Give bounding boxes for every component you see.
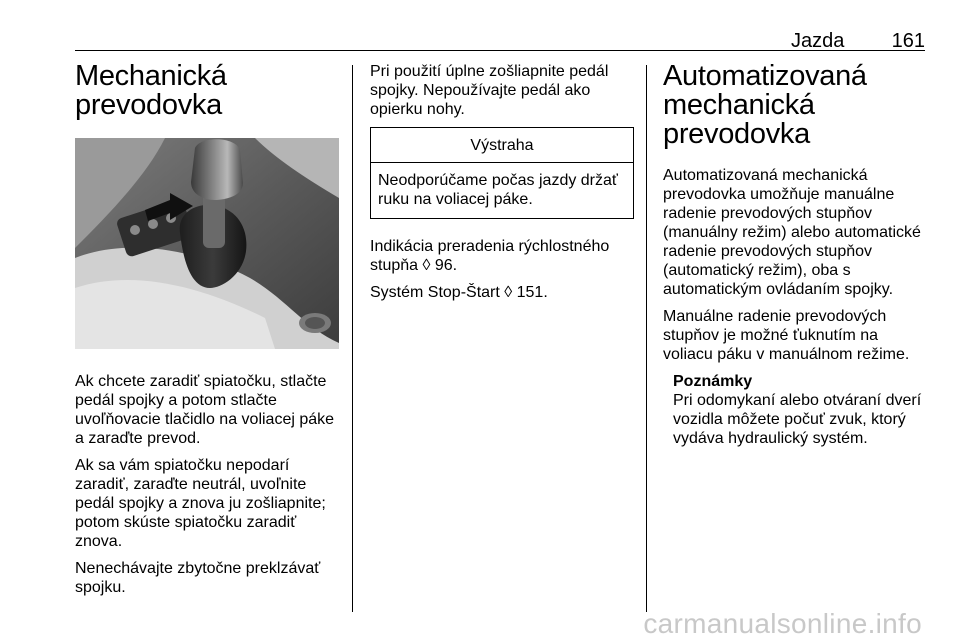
paragraph-reverse-gear: Ak chcete zaradiť spiatočku, stlačte pedál spojky a potom stlačte uvoľňovacie tlačidlo na voliacej páke a zaraďte prevod. xyxy=(75,373,335,447)
paragraph-manual-shifting: Manuálne radenie prevodových stupňov je možné ťuknutím na voliacu páku v manuálnom režime. xyxy=(663,308,910,363)
page-header xyxy=(75,0,925,52)
page-number: 161 xyxy=(891,30,925,52)
header-rule xyxy=(75,50,925,51)
warning-title: Výstraha xyxy=(371,128,633,163)
paragraph-automated-intro: Automatizovaná mechanická prevodovka umožňuje manuálne radenie prevodových stupňov (manuálny režim) alebo automatické radenie prevodových stupňov (automatický režim), oba s automatickým ovládaním spojky. xyxy=(663,167,921,298)
warning-box xyxy=(370,127,634,219)
column-divider-1 xyxy=(352,65,353,612)
note-title: Poznámky xyxy=(673,373,753,390)
column-mechanical-transmission xyxy=(75,62,345,605)
column-clutch-info xyxy=(370,62,633,310)
section-name: Jazda xyxy=(791,30,845,52)
reference-shift-indicator: Indikácia preradenia rýchlostného stupňa ◊ 96. xyxy=(370,238,610,274)
section-title-automated: Automatizovaná mechanická prevodovka xyxy=(663,60,867,150)
reference-stop-start: Systém Stop-Štart ◊ 151. xyxy=(370,284,548,301)
column-divider-2 xyxy=(646,65,647,612)
note-text: Pri odomykaní alebo otváraní dverí vozidla môžete počuť zvuk, ktorý vydáva hydraulický systém. xyxy=(673,392,922,447)
paragraph-clutch-pedal: Pri použití úplne zošliapnite pedál spojky. Nepoužívajte pedál ako opierku nohy. xyxy=(370,63,609,118)
paragraph-reverse-fail: Ak sa vám spiatočku nepodarí zaradiť, zaraďte neutrál, uvoľnite pedál spojky a znova ju zošliapnite; potom skúste spiatočku zaradiť znova. xyxy=(75,457,326,550)
gear-shift-lever-photo xyxy=(75,138,339,349)
column-automated-transmission xyxy=(663,62,925,448)
note-box xyxy=(673,372,925,448)
warning-text: Neodporúčame počas jazdy držať ruku na voliacej páke. xyxy=(378,172,618,208)
section-title-mechanical: Mechanická prevodovka xyxy=(75,60,227,121)
watermark: carmanualsonline.info xyxy=(643,608,922,639)
paragraph-clutch-slip: Nenechávajte zbytočne preklzávať spojku. xyxy=(75,560,321,596)
